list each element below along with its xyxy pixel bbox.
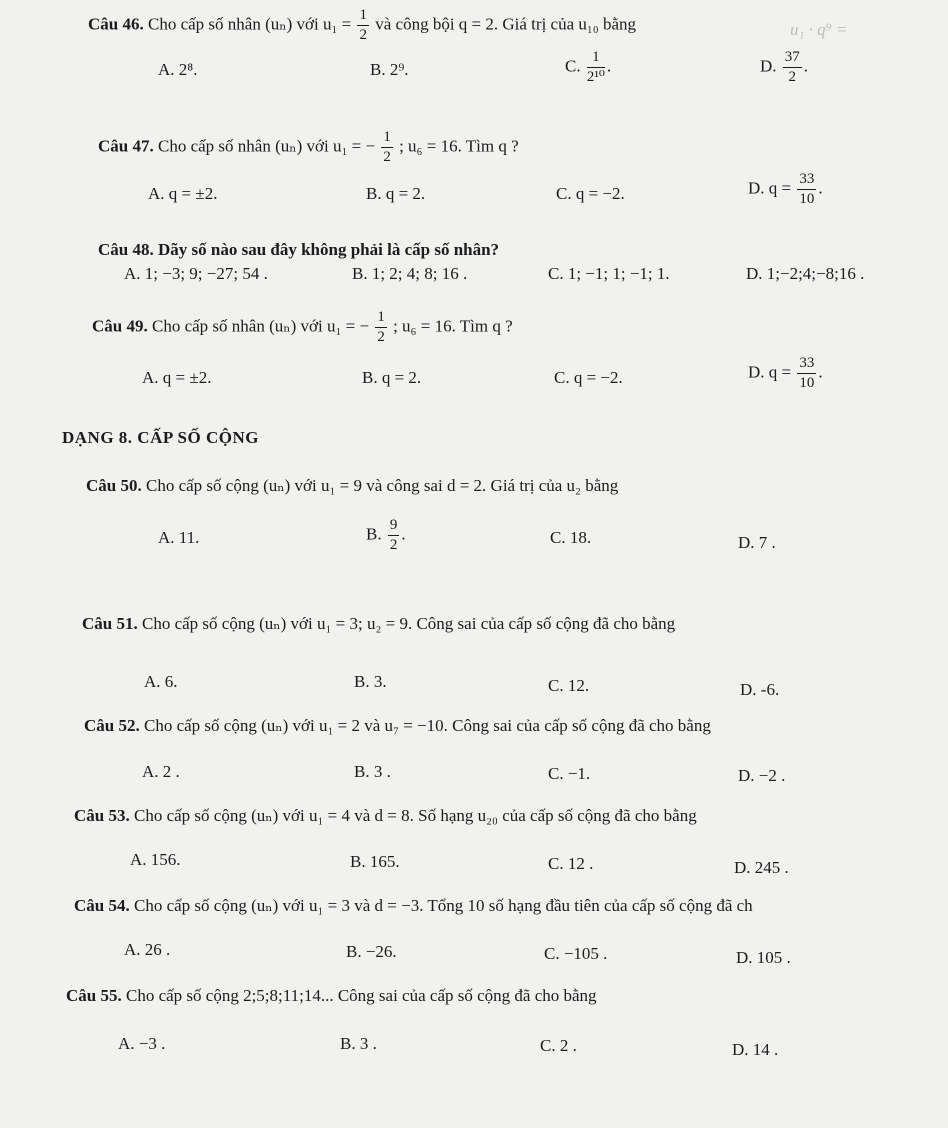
option-a: A. 11.: [158, 528, 200, 547]
question-text: Dãy số nào sau đây không phải là cấp số nhân?: [157, 240, 500, 259]
option-a: A. 6.: [144, 672, 178, 691]
option-d: D. $\frac{37}{2}$ .: [760, 49, 809, 85]
option-d: D. -6.: [740, 680, 780, 699]
question-text: Cho cấp số nhân (uₙ) với u₁ = −: [151, 316, 370, 336]
option-b: B. 3 .: [354, 762, 391, 781]
option-c: C. $\frac{1}{\text{2¹⁰}}$ .: [565, 49, 612, 85]
option-b: B. q = 2.: [366, 184, 426, 203]
option-a: A. 26 .: [124, 940, 171, 959]
question-label: Câu 54.: [74, 896, 130, 915]
option-a: A. q = ±2.: [148, 184, 218, 203]
question-label: Câu 51.: [82, 614, 138, 633]
option-b: B. q = 2.: [362, 368, 422, 387]
question-label: Câu 48.: [98, 240, 154, 259]
fraction: $\frac{33}{10}$: [799, 355, 815, 391]
question-text-cont: ; u₆ = 16. Tìm q ?: [399, 136, 519, 156]
question-48: [98, 240, 499, 260]
fraction: $\frac{1}{2}$: [377, 309, 385, 345]
question-text: Cho cấp số cộng (uₙ) với u₁ = 9 và công sai d = 2. Giá trị của u₂ bằng: [145, 476, 619, 495]
option-b: B. 3.: [354, 672, 387, 691]
option-b: B. 3 .: [340, 1034, 377, 1053]
question-text-cont: và công bội q = 2. Giá trị của u₁₀ bằng: [375, 14, 637, 34]
option-a: A. 2⁸.: [158, 60, 198, 79]
question-label: Câu 53.: [74, 806, 130, 825]
option-c: C. 1; −1; 1; −1; 1.: [548, 264, 670, 283]
option-c: C. q = −2.: [554, 368, 623, 387]
question-text: Cho cấp số cộng (uₙ) với u₁ = 2 và u₇ = −10. Công sai của cấp số cộng đã cho bằng: [143, 716, 711, 735]
question-label: Câu 49.: [92, 316, 148, 336]
option-b: B. 165.: [350, 852, 400, 871]
option-d: D. 105 .: [736, 948, 791, 967]
option-a: A. 156.: [130, 850, 181, 869]
question-52: [84, 716, 711, 736]
option-c: C. 12 .: [548, 854, 594, 873]
question-text: Cho cấp số cộng (uₙ) với u₁ = 4 và d = 8. Số hạng u₂₀ của cấp số cộng đã cho bằng: [133, 806, 697, 825]
question-55: [66, 986, 597, 1006]
option-d: D. 7 .: [738, 533, 776, 552]
fraction: $\frac{9}{2}$: [389, 517, 398, 553]
question-text: Cho cấp số cộng (uₙ) với u₁ = 3; u₂ = 9. Công sai của cấp số cộng đã cho bằng: [141, 614, 676, 633]
option-a: A. 1; −3; 9; −27; 54 .: [124, 264, 268, 283]
option-d: D. 1;−2;4;−8;16 .: [746, 264, 865, 283]
question-54: [74, 896, 753, 916]
question-text: Cho cấp số nhân (uₙ) với u₁ = −: [157, 136, 376, 156]
question-text: Cho cấp số cộng (uₙ) với u₁ = 3 và d = −3. Tổng 10 số hạng đầu tiên của cấp số cộng đã ch: [133, 896, 753, 915]
option-c: C. 12.: [548, 676, 590, 695]
option-d: D. −2 .: [738, 766, 786, 785]
option-d: D. 245 .: [734, 858, 789, 877]
fraction: $\frac{33}{10}$: [799, 171, 815, 207]
question-47: [98, 130, 519, 165]
fraction: $\frac{1}{2}$: [359, 7, 367, 43]
option-c: C. 18.: [550, 528, 592, 547]
option-a: A. q = ±2.: [142, 368, 212, 387]
question-text-cont: ; u₆ = 16. Tìm q ?: [393, 316, 513, 336]
question-label: Câu 47.: [98, 136, 154, 156]
question-text: Cho cấp số cộng 2;5;8;11;14... Công sai của cấp số cộng đã cho bằng: [125, 986, 597, 1005]
fraction: $\frac{1}{\text{2¹⁰}}$: [586, 49, 605, 85]
question-46: [88, 8, 636, 43]
option-a: A. 2 .: [142, 762, 180, 781]
option-d: D. q = $\frac{33}{10}$ .: [748, 355, 823, 391]
question-50: [86, 476, 618, 496]
option-c: C. q = −2.: [556, 184, 625, 203]
question-label: Câu 55.: [66, 986, 122, 1005]
option-c: C. 2 .: [540, 1036, 577, 1055]
option-b: B. 2⁹.: [370, 60, 409, 79]
fraction: $\frac{37}{2}$: [784, 49, 800, 85]
option-c: C. −105 .: [544, 944, 608, 963]
section-heading: DẠNG 8. CẤP SỐ CỘNG: [62, 428, 259, 447]
question-53: [74, 806, 697, 826]
question-label: Câu 46.: [88, 14, 144, 34]
option-b: B. 1; 2; 4; 8; 16 .: [352, 264, 468, 283]
option-d: D. q = $\frac{33}{10}$ .: [748, 171, 823, 207]
question-text: Cho cấp số nhân (uₙ) với u₁ =: [147, 14, 352, 34]
question-label: Câu 50.: [86, 476, 142, 495]
option-b: B. −26.: [346, 942, 397, 961]
question-51: [82, 614, 675, 634]
option-c: C. −1.: [548, 764, 591, 783]
option-d: D. 14 .: [732, 1040, 779, 1059]
question-49: [92, 310, 513, 345]
fraction: $\frac{1}{2}$: [383, 129, 391, 165]
question-label: Câu 52.: [84, 716, 140, 735]
option-b: B. $\frac{9}{2}$ .: [366, 517, 406, 553]
handwritten-note: u₁ · q⁹ =: [790, 20, 848, 39]
option-a: A. −3 .: [118, 1034, 166, 1053]
